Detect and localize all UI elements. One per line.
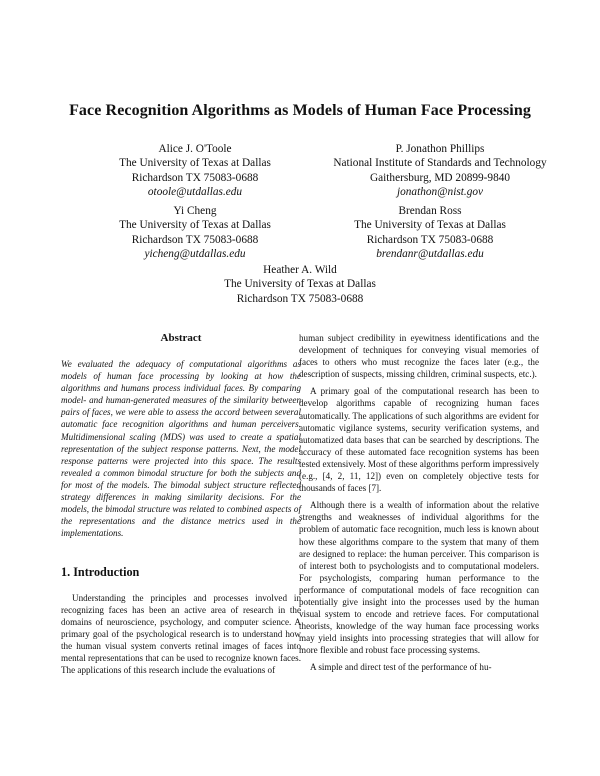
abstract-text: We evaluated the adequacy of computational algorithms as models of human face processing by looking at how the algorithms and humans process individual faces. By comparing model- and human-generated measures of the similarity between pairs of faces, we were able to assess the accord between several automatic face recognition algorithms and human perceivers. Multidimensional scaling (MDS) was used to create a spatial representation of the subject response patterns. Next, the model response patterns were projected into this space. The results revealed a common bimodal structure for both the subjects and for most of the models. The bimodal subject structure reflected strategy differences in making similarity decisions. For the models, the bimodal structure was related to combined aspects of the representations and the distance metrics used in the implementations. — [61, 359, 301, 539]
author-affiliation: National Institute of Standards and Technology — [333, 157, 547, 170]
author-name: P. Jonathon Phillips — [395, 143, 485, 155]
author-block-5 — [150, 263, 450, 306]
paragraph: Although there is a wealth of information about the relative strengths and weaknesses of individual algorithms for the problem of automatic face recognition, much less is known about how these algorithms compare to the system that many of them are designed to replace: the human perceiver. This comparison is of interest both to psychologists and to computational modelers. For psychologists, comparing human performance to the performance of computational models of face recognition can potentially give insight into the processes used by the human visual system to encode and retrieve faces. For computational theorists, knowledge of the way human face processing works may yield insights into processing strategies that will allow for more flexible and robust face processing systems. — [299, 500, 539, 656]
abstract-heading: Abstract — [160, 332, 202, 344]
author-affiliation: The University of Texas at Dallas — [354, 219, 506, 232]
author-email: jonathon@nist.gov — [396, 186, 484, 199]
author-email: brendanr@utdallas.edu — [376, 248, 484, 261]
paragraph: A primary goal of the computational research has been to develop algorithms capable of recognizing human faces automatically. The applications of such algorithms are evident for automatic vigilance systems, security verification systems, and automatized data bases that can be searched by descriptions. The accuracy of these automated face recognition systems has been tested extensively. Most of these algorithms perform impressively (e.g., [4, 2, 11, 12]) even on completely objective tests for thousands of faces [7]. — [299, 386, 539, 494]
section-heading-introduction: 1. Introduction — [61, 565, 140, 580]
author-affiliation: The University of Texas at Dallas — [119, 219, 271, 232]
author-address: Gaithersburg, MD 20899-9840 — [369, 171, 511, 184]
author-address: Richardson TX 75083-0688 — [131, 171, 259, 184]
paper-title: Face Recognition Algorithms as Models of Human Face Processing — [69, 102, 531, 119]
author-address: Richardson TX 75083-0688 — [131, 233, 259, 246]
paragraph: human subject credibility in eyewitness identifications and the development of techniques for conveying visual memories of faces to others who must recognize the faces later (e.g., the description of suspects, missing children, criminal suspects, etc.). — [299, 333, 539, 380]
author-affiliation: The University of Texas at Dallas — [224, 278, 376, 291]
left-column — [61, 332, 301, 676]
intro-paragraph: Understanding the principles and processes involved in recognizing faces has been an active area of research in the domains of neuroscience, psychology, and computer science. A primary goal of the psychological research is to understand how the human visual system converts retinal images of faces into mental representations that can be used to recognize known faces. The applications of this research include the evaluations of — [61, 592, 301, 676]
author-address: Richardson TX 75083-0688 — [236, 292, 364, 305]
author-name: Heather A. Wild — [263, 264, 337, 276]
author-block-4 — [280, 204, 580, 262]
author-affiliation: The University of Texas at Dallas — [119, 157, 271, 170]
author-block-2 — [265, 142, 600, 200]
author-email: otoole@utdallas.edu — [147, 186, 243, 199]
author-name: Alice J. O'Toole — [158, 143, 232, 155]
author-email: yicheng@utdallas.edu — [144, 248, 246, 261]
author-name: Brendan Ross — [398, 205, 462, 217]
author-name: Yi Cheng — [173, 205, 217, 217]
paragraph: A simple and direct test of the performance of hu- — [310, 662, 492, 673]
author-address: Richardson TX 75083-0688 — [366, 233, 494, 246]
right-column — [299, 332, 539, 674]
